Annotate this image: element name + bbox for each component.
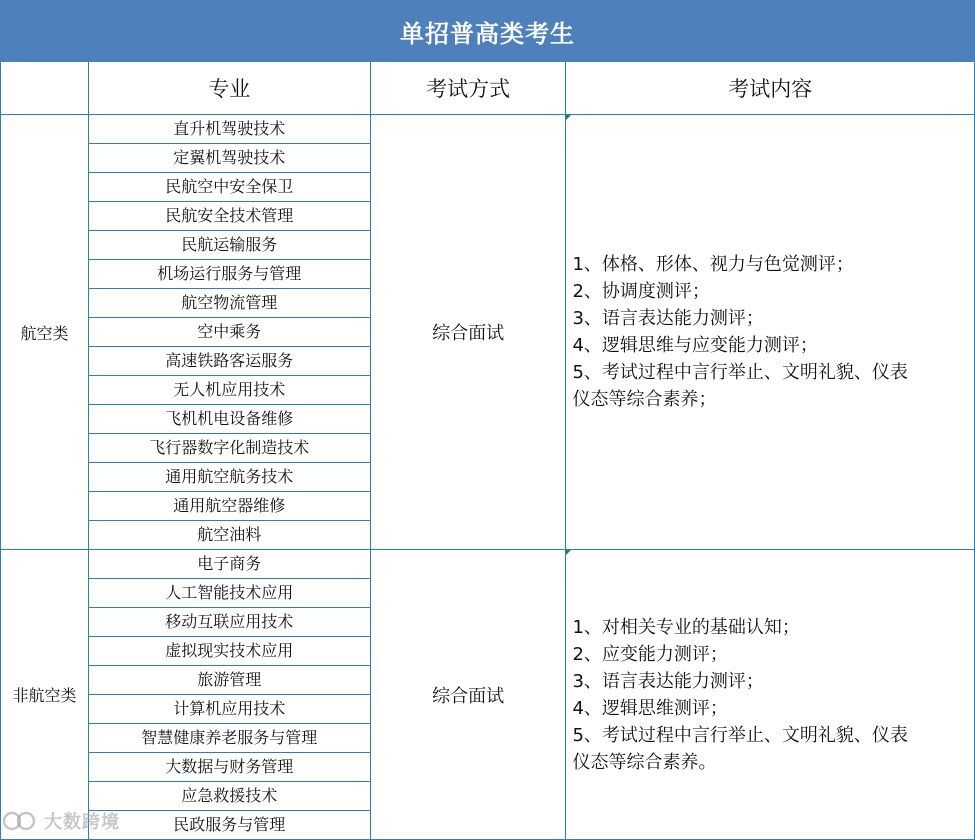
header-method: 考试方式 bbox=[370, 62, 566, 115]
major-cell: 航空物流管理 bbox=[88, 289, 370, 318]
table-title: 单招普高类考生 bbox=[1, 1, 975, 62]
content-cell bbox=[566, 550, 975, 840]
major-cell: 民航运输服务 bbox=[88, 231, 370, 260]
content-line: 仪态等综合素养； bbox=[572, 389, 717, 410]
major-cell: 高速铁路客运服务 bbox=[88, 347, 370, 376]
major-cell: 计算机应用技术 bbox=[88, 695, 370, 724]
major-cell: 移动互联应用技术 bbox=[88, 608, 370, 637]
major-cell: 民航安全技术管理 bbox=[88, 202, 370, 231]
major-cell: 飞行器数字化制造技术 bbox=[88, 434, 370, 463]
major-cell: 民航空中安全保卫 bbox=[88, 173, 370, 202]
header-category bbox=[1, 62, 89, 115]
content-line: 4、逻辑思维与应变能力测评； bbox=[572, 335, 818, 356]
content-line: 1、体格、形体、视力与色觉测评； bbox=[572, 254, 854, 275]
content-line: 5、考试过程中言行举止、文明礼貌、仪表 bbox=[572, 362, 908, 383]
major-cell: 机场运行服务与管理 bbox=[88, 260, 370, 289]
major-cell: 无人机应用技术 bbox=[88, 376, 370, 405]
header-content: 考试内容 bbox=[566, 62, 975, 115]
major-cell: 民政服务与管理 bbox=[88, 811, 370, 840]
category-cell: 非航空类 bbox=[1, 550, 89, 840]
major-cell: 通用航空器维修 bbox=[88, 492, 370, 521]
watermark bbox=[2, 808, 120, 834]
major-cell: 人工智能技术应用 bbox=[88, 579, 370, 608]
header-major: 专业 bbox=[88, 62, 370, 115]
major-cell: 应急救援技术 bbox=[88, 782, 370, 811]
major-cell: 航空油料 bbox=[88, 521, 370, 550]
method-cell: 综合面试 bbox=[370, 115, 566, 550]
major-cell: 定翼机驾驶技术 bbox=[88, 144, 370, 173]
major-cell: 通用航空航务技术 bbox=[88, 463, 370, 492]
major-cell: 直升机驾驶技术 bbox=[88, 115, 370, 144]
content-line: 3、语言表达能力测评； bbox=[572, 670, 764, 692]
method-cell: 综合面试 bbox=[370, 550, 566, 840]
watermark-text: 大数跨境 bbox=[44, 812, 120, 833]
content-line: 1、对相关专业的基础认知； bbox=[572, 616, 800, 638]
content-line: 4、逻辑思维测评； bbox=[572, 697, 728, 719]
content-line: 3、语言表达能力测评； bbox=[572, 308, 764, 329]
major-cell: 电子商务 bbox=[88, 550, 370, 579]
category-cell: 航空类 bbox=[1, 115, 89, 550]
content-cell bbox=[566, 115, 975, 550]
table-row bbox=[1, 115, 975, 144]
major-cell: 旅游管理 bbox=[88, 666, 370, 695]
major-cell: 空中乘务 bbox=[88, 318, 370, 347]
table-row bbox=[1, 550, 975, 579]
logo-icon bbox=[2, 809, 38, 833]
content-line: 仪态等综合素养。 bbox=[572, 751, 717, 773]
content-line: 2、应变能力测评； bbox=[572, 643, 728, 665]
content-line: 2、协调度测评； bbox=[572, 281, 710, 302]
major-cell: 大数据与财务管理 bbox=[88, 753, 370, 782]
major-cell: 飞机机电设备维修 bbox=[88, 405, 370, 434]
content-line: 5、考试过程中言行举止、文明礼貌、仪表 bbox=[572, 724, 908, 746]
major-cell: 虚拟现实技术应用 bbox=[88, 637, 370, 666]
major-cell: 智慧健康养老服务与管理 bbox=[88, 724, 370, 753]
